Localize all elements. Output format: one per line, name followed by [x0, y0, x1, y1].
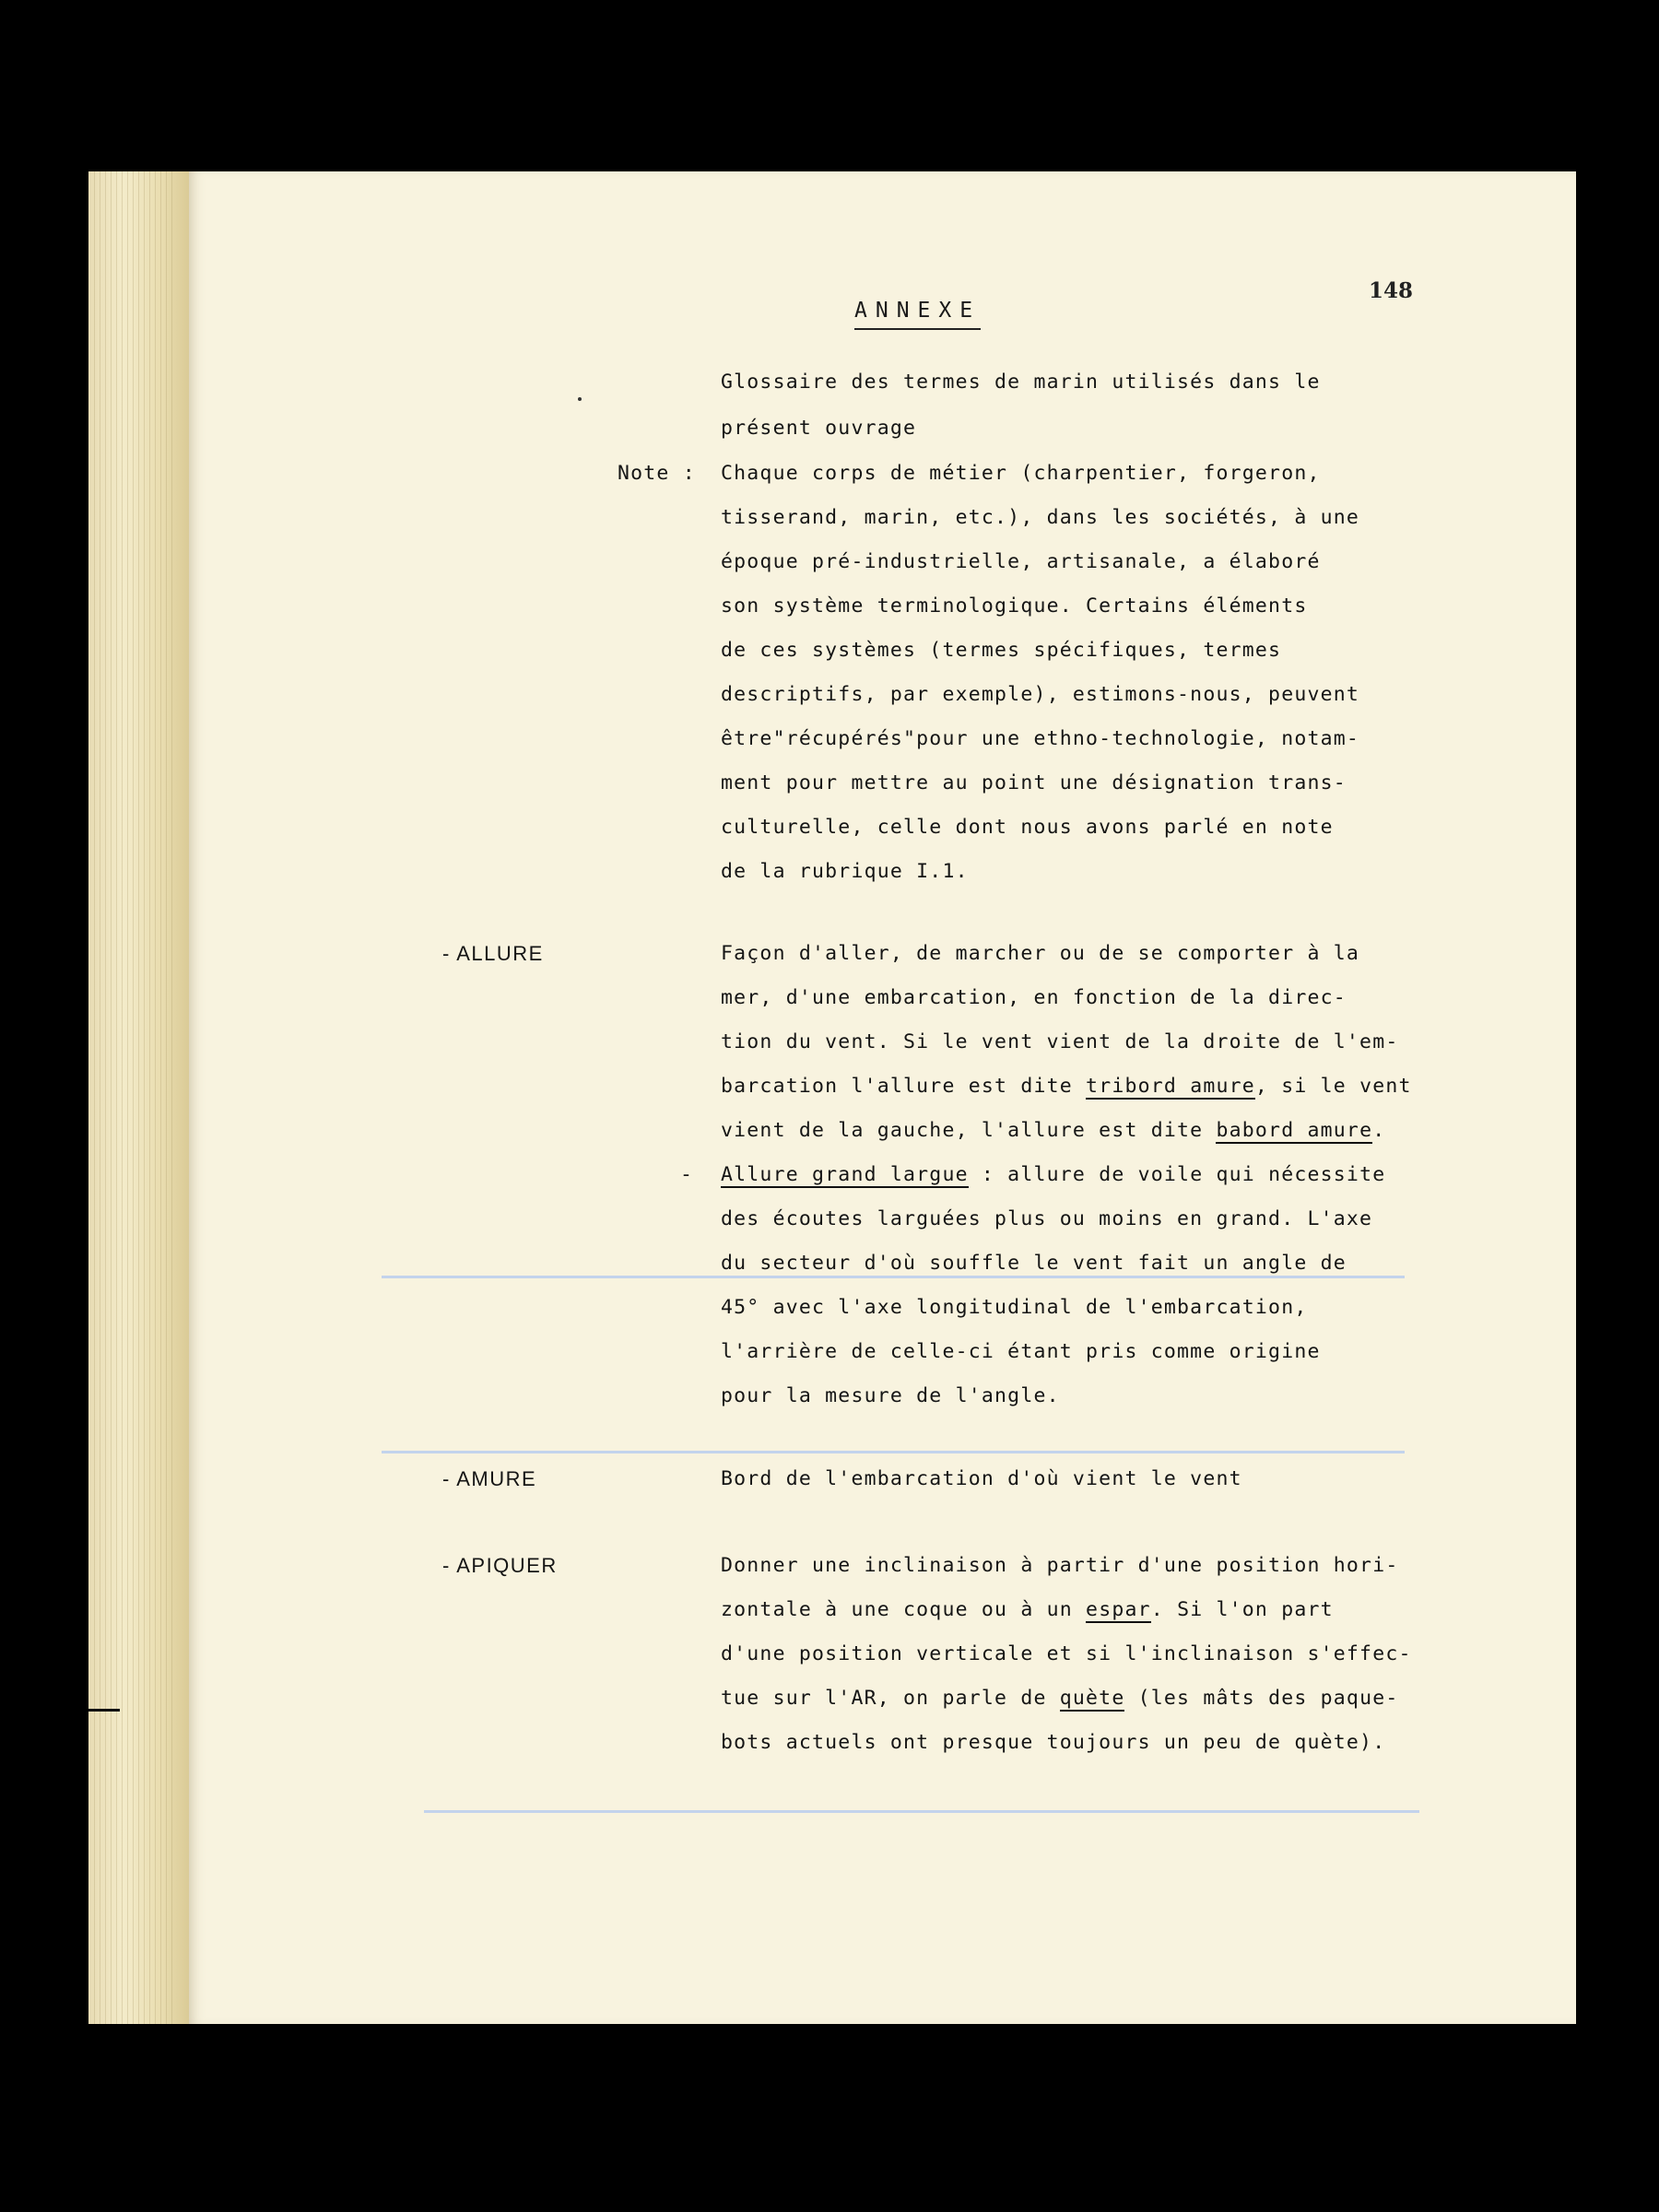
apiquer-line-2-pre: zontale à une coque ou à un	[721, 1598, 1087, 1621]
intro-line-2: présent ouvrage	[721, 417, 917, 440]
amure-definition: Bord de l'embarcation d'où vient le vent	[721, 1467, 1242, 1490]
page-number: 148	[1369, 278, 1414, 303]
allure-line-4-post: , si le vent	[1254, 1075, 1412, 1098]
allure-sub-line: du secteur d'où souffle le vent fait un angle de	[721, 1252, 1347, 1275]
allure-sub-line: des écoutes larguées plus ou moins en grand. L'axe	[721, 1207, 1373, 1230]
allure-line-5-post: .	[1372, 1119, 1386, 1142]
bleed-rule-1	[382, 1276, 1405, 1278]
allure-sub-line: 45° avec l'axe longitudinal de l'embarcation,	[721, 1296, 1308, 1319]
glossary-term-amure: - AMURE	[442, 1467, 537, 1490]
note-line: époque pré-industrielle, artisanale, a élaboré	[721, 550, 1321, 573]
note-label: Note :	[618, 462, 696, 485]
term-allure-grand-largue: Allure grand largue	[721, 1163, 969, 1186]
allure-sub-post: : allure de voile qui nécessite	[968, 1163, 1386, 1186]
allure-line-5	[721, 1119, 1385, 1142]
bleed-rule-2	[382, 1451, 1405, 1453]
allure-line-5-pre: vient de la gauche, l'allure est dite	[721, 1119, 1217, 1142]
allure-sub-dash: -	[680, 1163, 694, 1186]
glossary-term-allure: - ALLURE	[442, 942, 544, 965]
apiquer-line-4	[721, 1687, 1399, 1710]
allure-sub-line: pour la mesure de l'angle.	[721, 1384, 1060, 1407]
term-espar: espar	[1086, 1598, 1151, 1621]
bleed-rule-3	[424, 1810, 1419, 1813]
note-line: ment pour mettre au point une désignation trans-	[721, 771, 1347, 794]
note-line: Chaque corps de métier (charpentier, forgeron,	[721, 462, 1321, 485]
allure-sub-line: l'arrière de celle-ci étant pris comme origine	[721, 1340, 1321, 1363]
allure-sub-line-1	[721, 1163, 1385, 1186]
term-quete: quète	[1059, 1687, 1125, 1710]
allure-line: tion du vent. Si le vent vient de la droite de l'em-	[721, 1030, 1399, 1053]
apiquer-line-2-post: . Si l'on part	[1150, 1598, 1334, 1621]
note-line: tisserand, marin, etc.), dans les sociétés, à une	[721, 506, 1360, 529]
page-stack-edge	[88, 171, 192, 2024]
page-title: ANNEXE	[854, 299, 981, 330]
apiquer-line-5: bots actuels ont presque toujours un peu de quète).	[721, 1731, 1386, 1754]
note-line: de la rubrique I.1.	[721, 860, 969, 883]
apiquer-line-1: Donner une inclinaison à partir d'une position hori-	[721, 1554, 1399, 1577]
apiquer-line-4-pre: tue sur l'AR, on parle de	[721, 1687, 1060, 1710]
note-line: son système terminologique. Certains éléments	[721, 594, 1308, 618]
term-babord-amure: babord amure	[1216, 1119, 1373, 1142]
note-line: de ces systèmes (termes spécifiques, termes	[721, 639, 1282, 662]
intro-line-1: Glossaire des termes de marin utilisés dans le	[721, 371, 1321, 394]
glossary-term-apiquer: - APIQUER	[442, 1554, 558, 1577]
allure-line: Façon d'aller, de marcher ou de se comporter à la	[721, 942, 1360, 965]
note-line: culturelle, celle dont nous avons parlé en note	[721, 816, 1334, 839]
edge-mark	[88, 1709, 120, 1712]
apiquer-line-2	[721, 1598, 1334, 1621]
note-line: descriptifs, par exemple), estimons-nous, peuvent	[721, 683, 1360, 706]
term-tribord-amure: tribord amure	[1086, 1075, 1255, 1098]
note-line: être"récupérés"pour une ethno-technologie, notam-	[721, 727, 1360, 750]
apiquer-line-3: d'une position verticale et si l'inclinaison s'effec-	[721, 1642, 1412, 1665]
apiquer-line-4-post: (les mâts des paque-	[1124, 1687, 1399, 1710]
allure-line: mer, d'une embarcation, en fonction de la direc-	[721, 986, 1347, 1009]
allure-line-4	[721, 1075, 1412, 1098]
allure-line-4-pre: barcation l'allure est dite	[721, 1075, 1087, 1098]
stray-mark	[578, 397, 582, 401]
